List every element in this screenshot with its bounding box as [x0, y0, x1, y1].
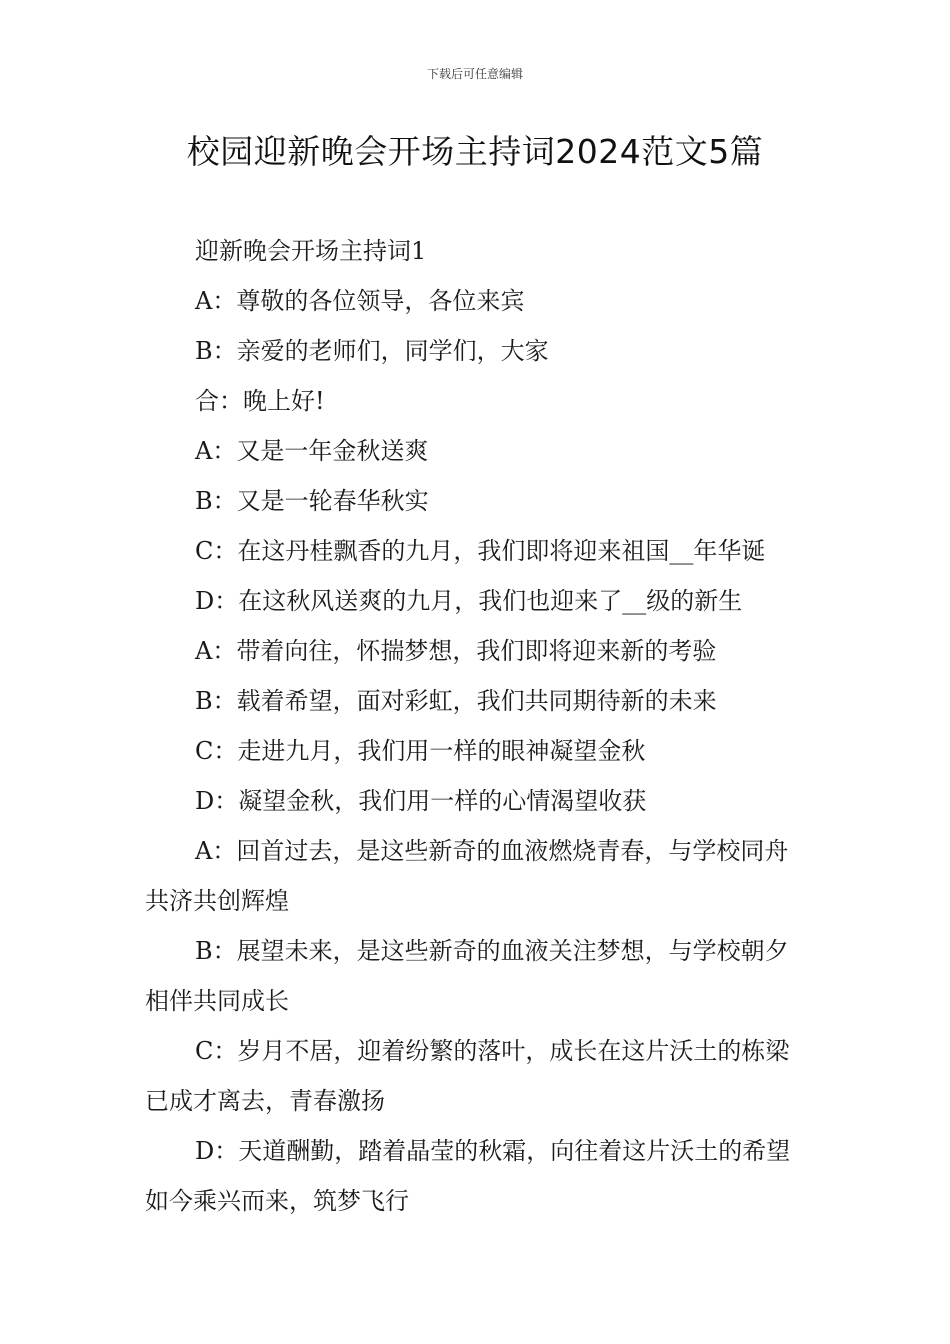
- paragraph: B：载着希望，面对彩虹，我们共同期待新的未来: [195, 687, 717, 715]
- paragraph: A：又是一年金秋送爽: [195, 437, 429, 465]
- paragraph: A：尊敬的各位领导，各位来宾: [195, 287, 525, 315]
- paragraph: 合：晚上好!: [195, 387, 325, 415]
- document-body: [145, 226, 810, 1226]
- paragraph: B：又是一轮春华秋实: [195, 487, 429, 515]
- paragraph: 迎新晚会开场主持词1: [195, 237, 427, 265]
- paragraph: A：带着向往，怀揣梦想，我们即将迎来新的考验: [195, 637, 717, 665]
- paragraph: A：回首过去，是这些新奇的血液燃烧青春，与学校同舟共济共创辉煌: [145, 837, 789, 915]
- paragraph: B：亲爱的老师们，同学们，大家: [195, 337, 549, 365]
- paragraph: D：凝望金秋，我们用一样的心情渴望收获: [195, 787, 647, 815]
- header-note: 下载后可任意编辑: [426, 67, 523, 81]
- paragraph: B：展望未来，是这些新奇的血液关注梦想，与学校朝夕相伴共同成长: [145, 937, 789, 1015]
- paragraph: C：走进九月，我们用一样的眼神凝望金秋: [195, 737, 646, 765]
- paragraph: D：在这秋风送爽的九月，我们也迎来了__级的新生: [195, 587, 743, 615]
- paragraph: D：天道酬勤，踏着晶莹的秋霜，向往着这片沃土的希望如今乘兴而来，筑梦飞行: [145, 1137, 791, 1215]
- paragraph: C：岁月不居，迎着纷繁的落叶，成长在这片沃土的栋梁已成才离去，青春激扬: [145, 1037, 790, 1115]
- paragraph: C：在这丹桂飘香的九月，我们即将迎来祖国__年华诞: [195, 537, 766, 565]
- document-title: 校园迎新晚会开场主持词2024范文5篇: [186, 132, 764, 171]
